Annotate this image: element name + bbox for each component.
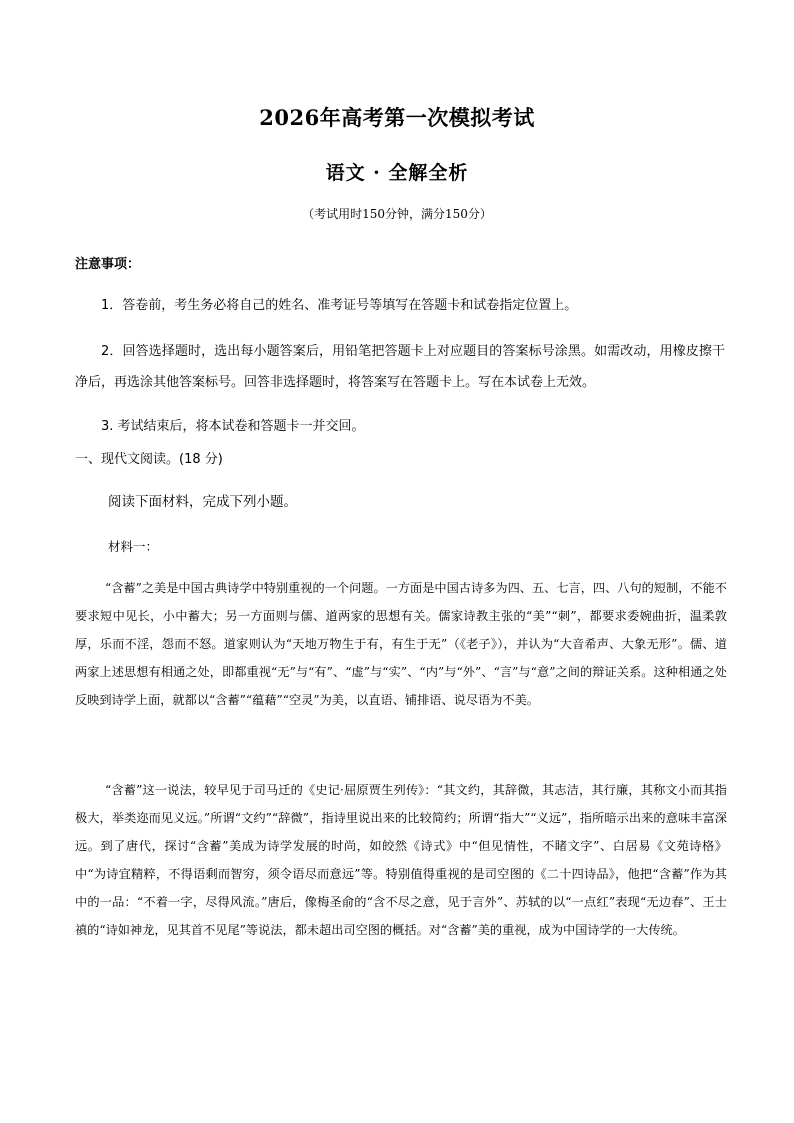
notice-item: 1．答卷前，考生务必将自己的姓名、准考证号等填写在答题卡和试卷指定位置上。 bbox=[101, 298, 578, 313]
paragraph: “含蓄”这一说法，较早见于司马迁的《史记·屈原贾生列传》：“其文约，其辞微，其志洁，其行廉，其称文小而其指极大，举类迩而见义远。”所谓“文约”“辞微”，指诗里说出来的比较简约；所谓“指大”“义远”，指所暗示出来的意味丰富深远。到了唐代，探讨“含蓄”美成为诗学发展的时尚，如皎然《诗式》中“但见情性，不睹文字”、白居易《文苑诗格》中“为诗宜精粹，不得语剩而智穷，须令语尽而意远”等。特别值得重视的是司空图的《二十四诗品》，他把“含蓄”作为其中的一品：“不着一字，尽得风流。”唐后，像梅圣俞的“含不尽之意，见于言外”、苏轼的以“一点红”表现“无边春”、王士禛的“诗如神龙，见其首不见尾”等说法，都未超出司空图的概括。对“含蓄”美的重视，成为中国诗学的一大传统。 bbox=[75, 783, 727, 937]
section-heading: 一、现代文阅读。(18 分) bbox=[75, 452, 223, 467]
paragraph: “含蓄”之美是中国古典诗学中特别重视的一个问题。一方面是中国古诗多为四、五、七言，四、八句的短制，不能不要求短中见长，小中蓄大；另一方面则与儒、道两家的思想有关。儒家诗教主张的“美”“刺”，都要求委婉曲折，温柔敦厚，乐而不淫，怨而不怒。道家则认为“天地万物生于有，有生于无”（《老子》），并认为“大音希声、大象无形”。儒、道两家上述思想有相通之处，即都重视“无”与“有”、“虚”与“实”、“内”与“外”、“言”与“意”之间的辩证关系。这种相通之处反映到诗学上面，就都以“含蓄”“蕴藉”“空灵”为美，以直语、铺排语、说尽语为不美。 bbox=[75, 581, 727, 707]
notice-item: 2．回答选择题时，选出每小题答案后，用铅笔把答题卡上对应题目的答案标号涂黑。如需改动，用橡皮擦干净后，再选涂其他答案标号。回答非选择题时，将答案写在答题卡上。写在本试卷上无效。 bbox=[75, 344, 725, 390]
reading-instruction: 阅读下面材料，完成下列小题。 bbox=[108, 494, 297, 510]
notice-item: 3. 考试结束后，将本试卷和答题卡一并交回。 bbox=[101, 419, 365, 434]
notice-heading: 注意事项： bbox=[75, 257, 141, 272]
page-title: 2026年高考第一次模拟考试 bbox=[259, 105, 535, 130]
exam-info: （考试用时150分钟，满分150分） bbox=[302, 207, 492, 221]
page-subtitle: 语文 · 全解全析 bbox=[325, 162, 469, 184]
material-label: 材料一： bbox=[108, 539, 159, 554]
